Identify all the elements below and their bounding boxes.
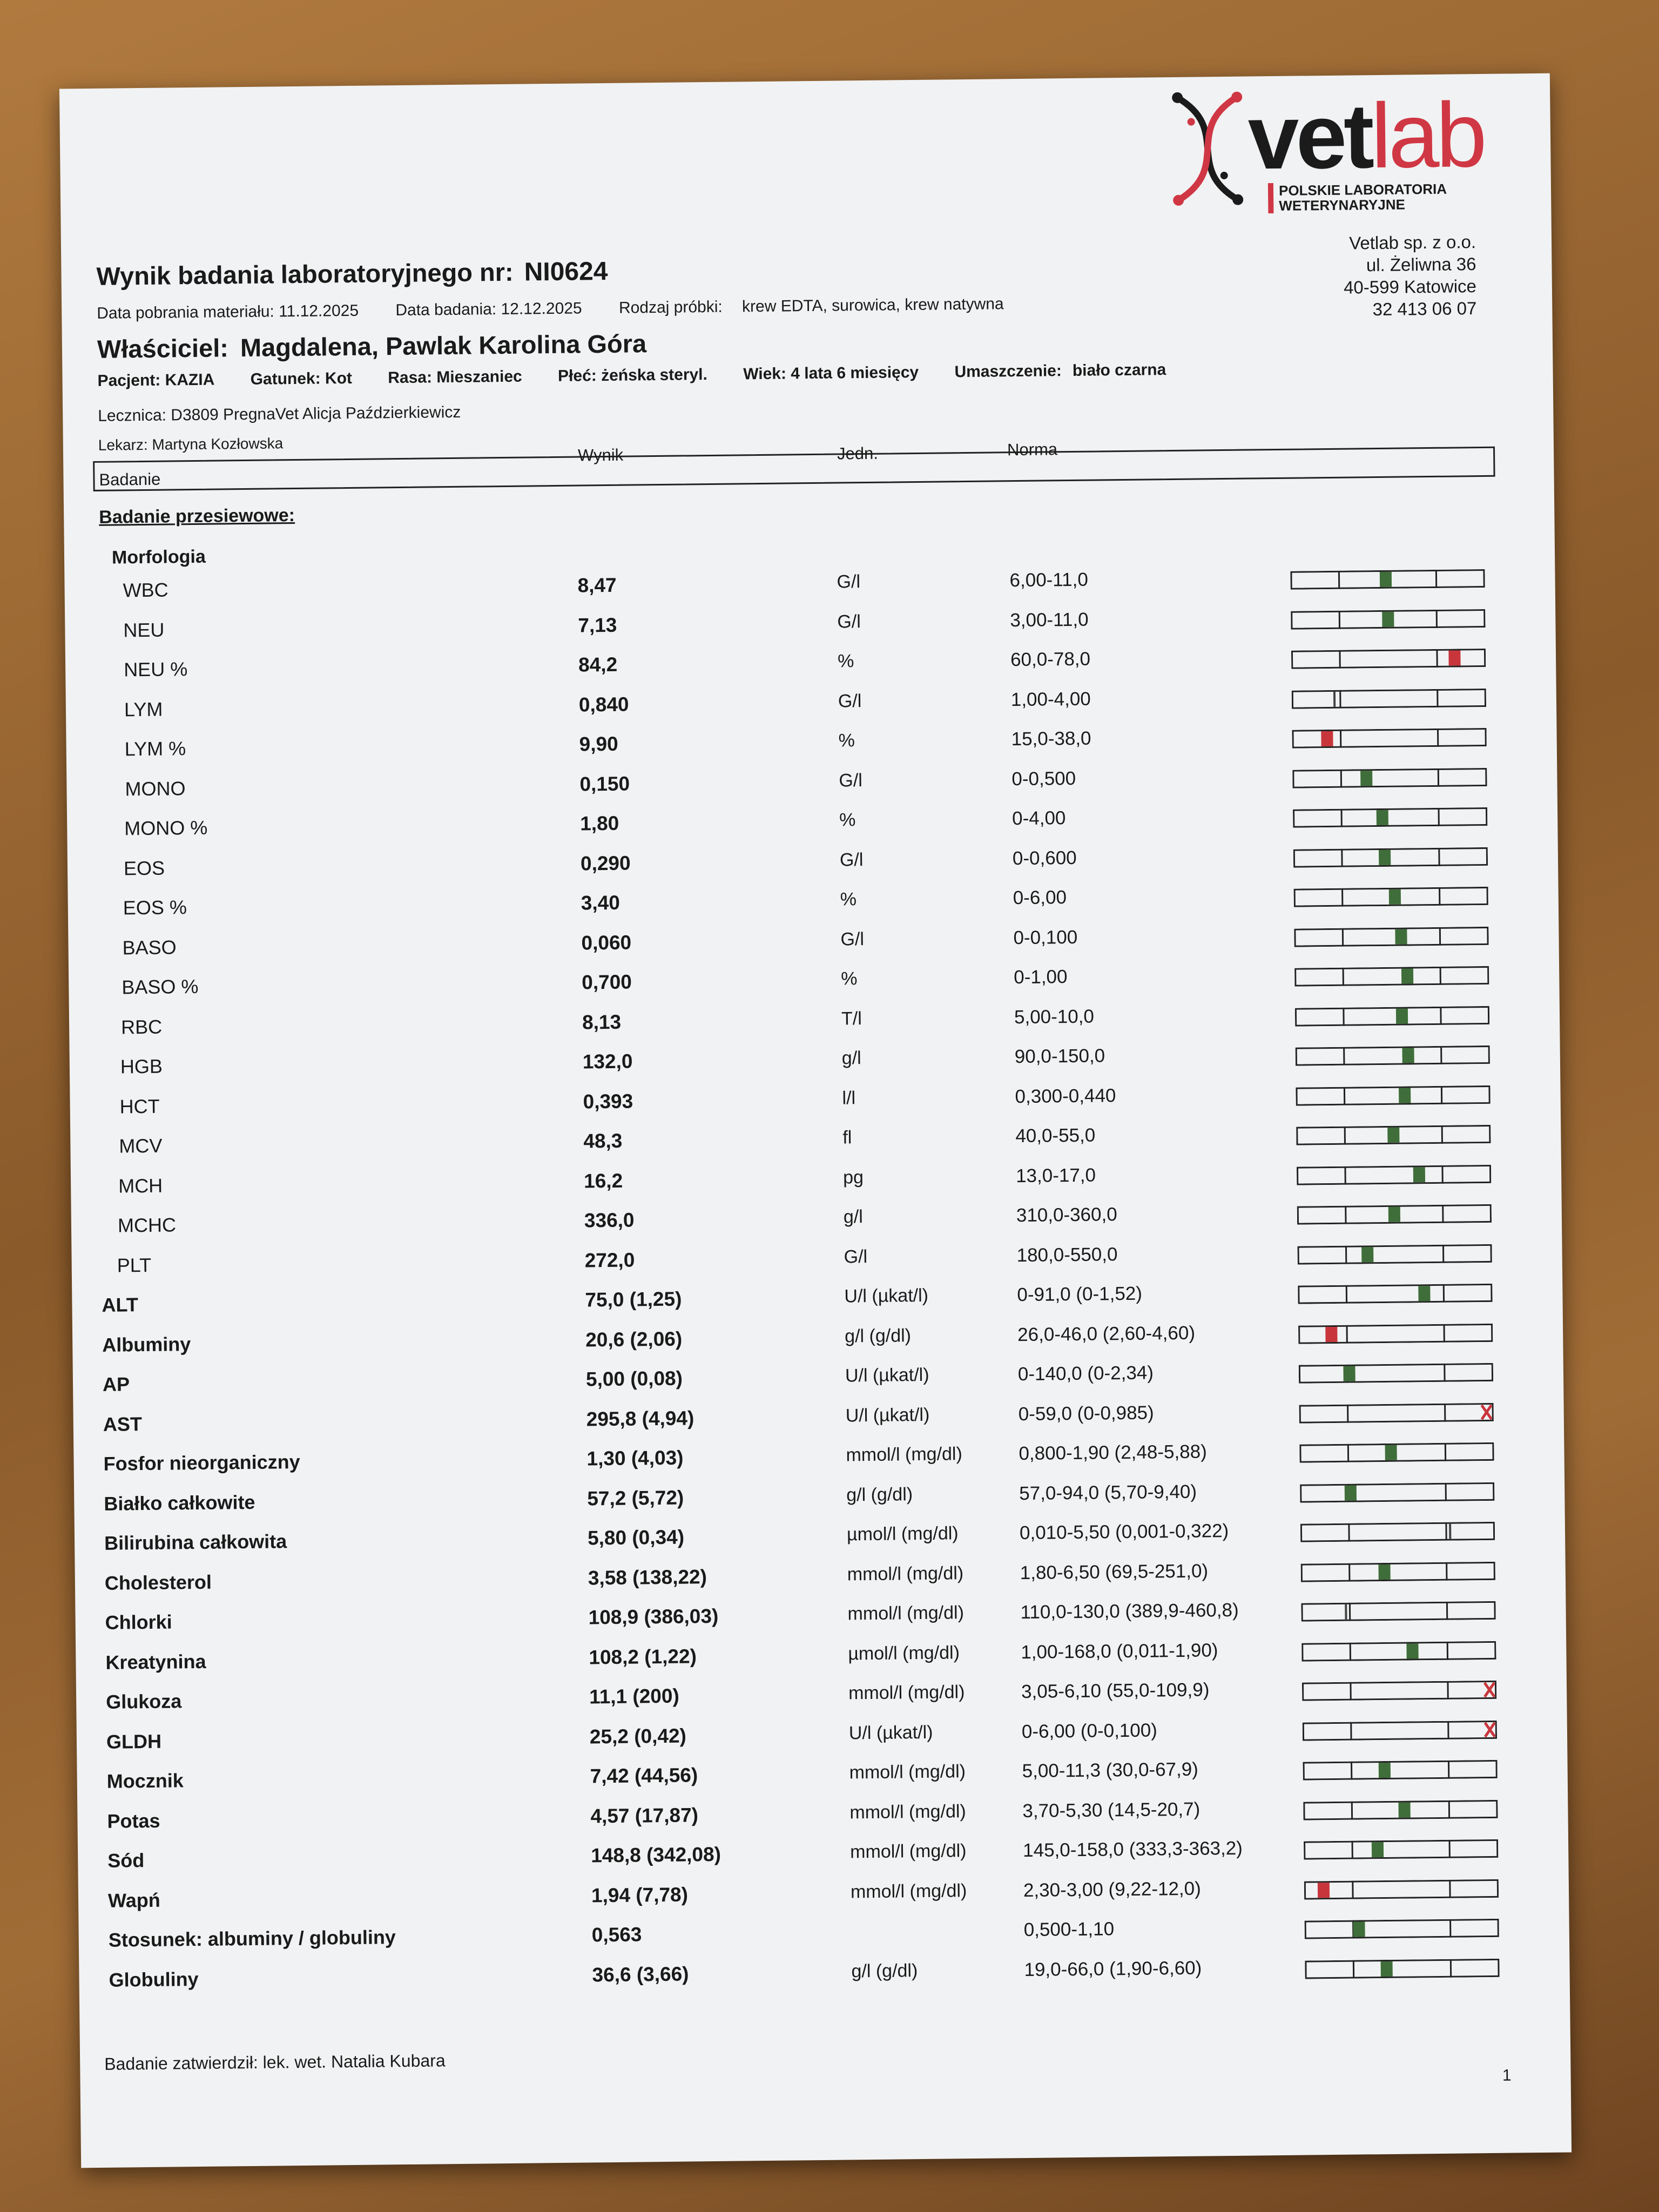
test-norm: 0-0,100 [1013,926,1078,948]
test-norm: 1,00-168,0 (0,011-1,90) [1021,1639,1218,1663]
test-norm: 0-6,00 [1013,887,1067,909]
test-result: 1,94 (7,78) [591,1883,689,1906]
result-marker [1353,1921,1365,1937]
test-norm: 0-0,600 [1012,847,1077,869]
range-indicator [1304,1879,1499,1899]
result-marker [1401,968,1413,983]
test-unit: µmol/l (mg/dl) [846,1523,959,1545]
test-unit: g/l [843,1206,863,1228]
patient-color-label: Umaszczenie: [954,362,1062,381]
range-box [1295,927,1488,946]
test-norm: 0-0,500 [1011,767,1076,790]
range-box [1294,808,1487,827]
out-of-range-icon [1485,1722,1495,1736]
result-marker [1378,1564,1390,1579]
range-indicator [1296,1125,1491,1145]
test-norm: 145,0-158,0 (333,3-363,2) [1022,1837,1243,1862]
test-name: Albuminy [102,1332,191,1356]
report-dates [97,295,1036,323]
range-box [1300,1404,1493,1422]
range-indicator [1305,1919,1499,1939]
test-unit: mmol/l (mg/dl) [849,1840,967,1863]
result-marker [1387,1128,1399,1143]
test-name: AST [103,1412,143,1435]
col-unit: Jedn. [837,443,879,463]
doctor: Lekarz: Martyna Kozłowska [98,435,284,454]
clinic: Lecznica: D3809 PregnaVet Alicja Paździerkiewicz [98,403,461,425]
test-unit: U/l (µkat/l) [844,1285,929,1307]
test-result: 272,0 [584,1249,635,1271]
range-indicator [1291,649,1486,669]
range-box [1303,1642,1495,1661]
test-result: 36,6 (3,66) [592,1963,689,1986]
test-result: 336,0 [584,1209,635,1232]
result-marker [1385,1445,1397,1460]
result-marker [1448,650,1460,665]
col-result: Wynik [577,445,624,465]
test-result: 0,393 [583,1090,633,1113]
test-norm: 0-140,0 (0-2,34) [1017,1362,1154,1385]
test-unit: % [838,730,855,751]
test-name: Globuliny [109,1967,199,1991]
result-marker [1343,1366,1355,1381]
test-name: BASO % [122,975,199,999]
range-indicator [1300,1522,1495,1542]
test-result: 0,150 [579,772,630,795]
range-indicator [1305,1958,1499,1979]
range-indicator [1294,926,1488,947]
test-norm: 0-1,00 [1014,966,1068,988]
test-name: MONO [125,777,186,800]
test-name: Kreatynina [105,1650,206,1674]
test-norm: 0,800-1,90 (2,48-5,88) [1019,1441,1207,1465]
test-result: 0,290 [580,852,631,875]
range-box [1297,1086,1489,1105]
range-box [1305,1919,1498,1938]
test-unit: T/l [841,1008,862,1029]
range-indicator [1303,1799,1498,1820]
test-norm: 0-91,0 (0-1,52) [1017,1283,1143,1306]
test-unit: g/l [841,1048,861,1069]
result-marker [1382,611,1394,626]
section-title: Badanie przesiewowe: [99,505,295,528]
test-result: 5,80 (0,34) [587,1526,685,1549]
test-norm: 3,00-11,0 [1010,609,1089,631]
test-name: MCV [119,1134,163,1157]
range-indicator [1292,728,1486,748]
range-box [1297,1165,1490,1184]
test-unit: % [839,810,856,831]
col-norm: Norma [1007,440,1058,460]
test-name: EOS [123,857,165,879]
result-marker [1379,849,1391,865]
range-indicator [1301,1601,1495,1622]
test-unit: G/l [838,690,862,712]
test-result: 0,060 [581,931,632,954]
approval-footer: Badanie zatwierdził: lek. wet. Natalia Kubara [104,2051,446,2074]
range-box [1305,1840,1498,1859]
test-norm: 0-4,00 [1011,807,1066,830]
results-table [64,557,1570,2001]
range-indicator [1299,1442,1494,1463]
range-box [1299,1284,1492,1303]
test-norm: 1,80-6,50 (69,5-251,0) [1020,1560,1209,1583]
result-marker [1402,1048,1414,1063]
test-unit: U/l (µkat/l) [845,1364,929,1386]
patient-species: Gatunek: Kot [250,369,353,388]
test-result: 3,40 [581,891,620,914]
test-unit: G/l [837,611,861,632]
test-name: PLT [117,1253,152,1277]
test-unit: mmol/l (mg/dl) [848,1682,965,1704]
test-unit: mmol/l (mg/dl) [849,1761,966,1783]
test-result: 132,0 [582,1050,633,1073]
test-name: WBC [123,578,168,602]
test-name: Białko całkowite [104,1491,255,1515]
test-name: NEU [123,618,165,641]
test-norm: 3,05-6,10 (55,0-109,9) [1021,1679,1210,1703]
result-marker [1418,1286,1430,1301]
range-indicator [1293,807,1487,828]
test-name: Cholesterol [104,1570,212,1594]
test-norm: 26,0-46,0 (2,60-4,60) [1017,1322,1196,1345]
test-name: Mocznik [106,1769,184,1792]
subsection-title: Morfologia [111,546,206,568]
test-unit: % [840,889,857,910]
patient-age: Wiek: 4 lata 6 miesięcy [743,363,919,383]
result-marker [1406,1643,1418,1658]
test-name: Stosunek: albuminy / globuliny [108,1926,396,1951]
test-result: 8,13 [582,1010,622,1034]
test-unit: mmol/l (mg/dl) [847,1562,964,1584]
range-box [1293,768,1486,787]
test-name: BASO [122,935,177,959]
test-name: MCH [118,1174,163,1197]
range-indicator [1296,1046,1490,1066]
range-indicator [1299,1363,1493,1384]
dna-helix-icon [1166,92,1249,206]
test-norm: 310,0-360,0 [1016,1204,1117,1226]
report-number: NI0624 [524,257,608,287]
test-result: 11,1 (200) [589,1684,679,1708]
lab-report-sheet [59,73,1572,2168]
test-norm: 90,0-150,0 [1014,1045,1105,1068]
range-indicator [1294,966,1489,987]
logo-wordmark: vetlab [1247,83,1485,189]
sample-type: krew EDTA, surowica, krew natywna [741,295,1004,316]
result-marker [1325,1326,1337,1341]
test-result: 25,2 (0,42) [589,1724,687,1748]
range-indicator [1293,847,1488,867]
result-marker [1345,1485,1357,1500]
test-name: NEU % [123,658,188,681]
range-box [1296,1007,1488,1026]
test-name: HGB [120,1055,163,1078]
test-unit: G/l [839,849,864,871]
col-test: Badanie [99,469,161,489]
range-indicator [1298,1323,1493,1344]
test-unit: µmol/l (mg/dl) [848,1642,960,1664]
test-name: Fosfor nieorganiczny [103,1451,300,1475]
test-unit: G/l [839,770,863,791]
test-unit: mmol/l (mg/dl) [846,1444,963,1466]
test-unit: G/l [837,571,861,592]
range-box [1303,1721,1496,1740]
test-result: 3,58 (138,22) [588,1565,707,1589]
test-name: AP [102,1373,130,1395]
result-marker [1395,929,1407,944]
logo-subtitle: POLSKIE LABORATORIA WETERYNARYJNE [1268,181,1447,213]
range-indicator [1292,767,1487,788]
test-result: 48,3 [583,1129,623,1152]
test-norm: 40,0-55,0 [1015,1124,1096,1147]
range-box [1303,1681,1495,1700]
sample-date: Data pobrania materiału: 11.12.2025 [97,301,359,322]
test-unit: U/l (µkat/l) [845,1404,930,1426]
result-marker [1318,1883,1330,1898]
range-box [1301,1562,1494,1581]
range-indicator [1303,1720,1497,1741]
test-unit: g/l (g/dl) [851,1960,918,1981]
test-unit: mmol/l (mg/dl) [849,1800,966,1823]
test-name: EOS % [123,896,187,919]
test-name: RBC [120,1015,163,1038]
test-unit: % [841,968,858,989]
result-marker [1396,1008,1408,1023]
company-address: Vetlab sp. z o.o. ul. Żeliwna 36 40-599 Katowice 32 413 06 07 [1343,232,1477,320]
range-box [1292,689,1485,708]
range-indicator [1297,1164,1491,1185]
range-indicator [1298,1284,1492,1304]
patient-name: Pacjent: KAZIA [97,370,215,390]
range-box [1296,1046,1489,1065]
result-marker [1398,1802,1410,1817]
test-result: 108,2 (1,22) [589,1644,697,1668]
test-norm: 5,00-11,3 (30,0-67,9) [1022,1758,1199,1782]
test-result: 0,700 [582,970,632,994]
result-marker [1360,771,1372,786]
test-norm: 0-59,0 (0-0,985) [1018,1401,1154,1425]
test-name: LYM [124,698,163,720]
result-marker [1372,1842,1384,1857]
test-result: 8,47 [577,574,617,597]
test-unit: g/l (g/dl) [846,1483,913,1505]
range-box [1301,1483,1494,1502]
range-indicator [1290,569,1485,590]
range-indicator [1303,1760,1497,1781]
test-result: 1,80 [580,812,619,835]
range-indicator [1294,887,1488,907]
test-unit: mmol/l (mg/dl) [850,1880,967,1902]
range-indicator [1301,1561,1495,1582]
test-unit: pg [842,1166,864,1188]
test-name: MCHC [117,1213,177,1237]
result-marker [1321,731,1333,746]
result-marker [1377,810,1388,825]
test-result: 295,8 (4,94) [586,1406,694,1430]
test-unit: mmol/l (mg/dl) [847,1602,965,1624]
test-unit: fl [842,1127,852,1148]
test-unit: l/l [842,1087,856,1108]
test-name: Wapń [107,1889,160,1912]
test-name: ALT [102,1293,139,1316]
range-indicator [1300,1482,1494,1502]
vetlab-logo [1166,83,1485,217]
test-name: GLDH [106,1730,162,1753]
test-norm: 60,0-78,0 [1010,648,1091,671]
range-indicator [1297,1204,1492,1225]
result-marker [1399,1088,1411,1103]
range-indicator [1295,1006,1489,1026]
test-result: 4,57 (17,87) [590,1803,699,1827]
test-norm: 13,0-17,0 [1015,1164,1096,1186]
out-of-range-icon [1485,1683,1494,1697]
page-number: 1 [1502,2066,1512,2085]
test-norm: 6,00-11,0 [1009,569,1089,591]
test-result: 9,90 [579,732,618,756]
test-name: Sód [107,1849,145,1872]
test-norm: 110,0-130,0 (389,9-460,8) [1020,1599,1239,1623]
test-name: Glukoza [105,1690,182,1713]
result-marker [1381,1961,1393,1976]
range-box [1305,1880,1498,1899]
test-result: 1,30 (4,03) [586,1446,684,1470]
test-unit: % [837,651,854,672]
test-result: 148,8 (342,08) [591,1843,721,1867]
result-marker [1413,1167,1425,1182]
result-marker [1379,1763,1391,1778]
range-box [1301,1522,1494,1541]
test-result: 0,840 [578,693,629,716]
range-box [1298,1245,1491,1264]
test-date: Data badania: 12.12.2025 [395,299,582,320]
result-marker [1388,1207,1400,1222]
test-norm: 19,0-66,0 (1,90-6,60) [1024,1957,1202,1980]
range-box [1306,1959,1499,1978]
range-indicator [1304,1839,1498,1860]
result-marker [1380,572,1392,587]
test-result: 7,42 (44,56) [590,1764,698,1788]
range-indicator [1291,609,1485,629]
sample-type-label: Rodzaj próbki: [618,298,723,317]
test-name: MONO % [124,816,208,840]
patient-sex: Płeć: żeńska steryl. [557,366,708,385]
range-box [1304,1761,1496,1779]
range-box [1296,967,1488,986]
test-norm: 0,010-5,50 (0,001-0,322) [1019,1520,1229,1544]
test-norm: 57,0-94,0 (5,70-9,40) [1019,1481,1197,1504]
test-result: 20,6 (2,06) [585,1327,683,1351]
test-norm: 0,500-1,10 [1023,1918,1115,1941]
test-norm: 0-6,00 (0-0,100) [1021,1719,1158,1742]
patient-info [97,361,1197,390]
test-name: Potas [107,1809,160,1832]
report-title: Wynik badania laboratoryjnego nr: NI0624 [96,257,608,291]
test-norm: 15,0-38,0 [1011,727,1091,750]
out-of-range-icon [1482,1405,1492,1419]
range-indicator [1296,1085,1490,1105]
test-result: 75,0 (1,25) [585,1287,682,1311]
patient-breed: Rasa: Mieszaniec [388,367,522,387]
test-result: 84,2 [578,653,618,676]
range-indicator [1292,688,1486,709]
result-marker [1389,889,1401,905]
test-name: LYM % [124,737,186,760]
test-name: Chlorki [105,1610,172,1634]
test-result: 16,2 [583,1169,623,1192]
range-box [1299,1364,1492,1382]
test-result: 108,9 (386,03) [588,1604,719,1629]
test-result: 57,2 (5,72) [587,1486,684,1509]
test-unit: G/l [840,928,865,949]
range-indicator [1297,1244,1492,1264]
test-unit: U/l (µkat/l) [848,1722,933,1743]
test-result: 7,13 [578,613,617,637]
test-norm: 5,00-10,0 [1014,1006,1095,1028]
range-box [1302,1602,1495,1621]
patient-color: biało czarna [1072,361,1166,380]
test-norm: 2,30-3,00 (9,22-12,0) [1023,1878,1201,1901]
result-marker [1361,1247,1373,1262]
test-result: 5,00 (0,08) [585,1367,683,1391]
range-indicator [1302,1681,1496,1701]
test-name: Bilirubina całkowita [104,1530,287,1554]
test-norm: 180,0-550,0 [1016,1243,1118,1266]
range-indicator [1299,1402,1494,1423]
range-indicator [1301,1641,1496,1661]
test-unit: G/l [844,1246,868,1267]
test-name: HCT [119,1095,160,1117]
test-norm: 1,00-4,00 [1010,688,1091,710]
test-unit: g/l (g/dl) [844,1325,912,1346]
test-norm: 0,300-0,440 [1015,1084,1116,1107]
test-norm: 3,70-5,30 (14,5-20,7) [1022,1798,1201,1822]
owner: Właściciel: Magdalena, Pawlak Karolina Góra [97,329,647,363]
test-result: 0,563 [591,1923,642,1946]
